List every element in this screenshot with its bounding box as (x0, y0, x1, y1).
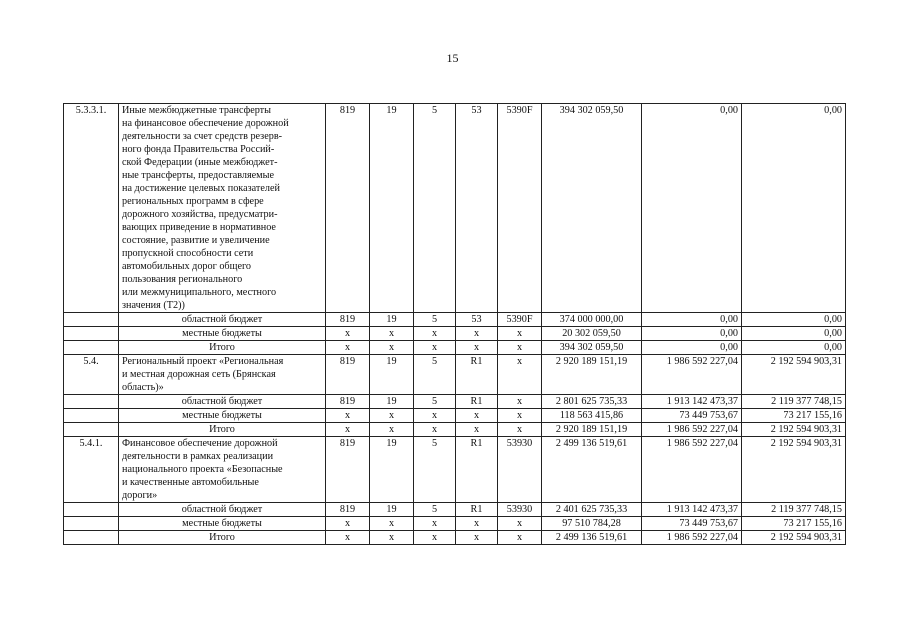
code-direction: x (498, 423, 542, 437)
row-number (64, 423, 119, 437)
code-ministry: x (326, 423, 370, 437)
code-section: 19 (370, 437, 414, 503)
amount-year-3: 2 192 594 903,31 (742, 531, 846, 545)
table-row (64, 503, 846, 517)
amount-year-2: 73 449 753,67 (642, 409, 742, 423)
row-number: 5.4.1. (64, 437, 119, 503)
row-number: 5.3.3.1. (64, 104, 119, 313)
code-direction: x (498, 395, 542, 409)
row-description: Региональный проект «Региональная и местная дорожная сеть (Брянская область)» (119, 355, 326, 395)
code-subprogram: x (456, 409, 498, 423)
amount-year-3: 2 119 377 748,15 (742, 503, 846, 517)
amount-year-3: 0,00 (742, 327, 846, 341)
amount-year-1: 394 302 059,50 (542, 104, 642, 313)
amount-year-2: 73 449 753,67 (642, 517, 742, 531)
amount-year-1: 2 920 189 151,19 (542, 355, 642, 395)
table-row (64, 341, 846, 355)
code-ministry: x (326, 409, 370, 423)
code-program: 5 (414, 313, 456, 327)
code-direction: x (498, 517, 542, 531)
row-number (64, 517, 119, 531)
amount-year-3: 2 192 594 903,31 (742, 355, 846, 395)
code-subprogram: x (456, 423, 498, 437)
code-direction: 5390F (498, 104, 542, 313)
row-number (64, 395, 119, 409)
code-program: 5 (414, 395, 456, 409)
amount-year-1: 2 801 625 735,33 (542, 395, 642, 409)
row-description: местные бюджеты (119, 327, 326, 341)
row-description: Иные межбюджетные трансферты на финансовое обеспечение дорожной деятельности за счет средств резерв- ного фонда Правительства Россий- ской Федерации (иные межбюджет- ные трансферты, предоставляемые на достижение целевых показателей региональных программ в сфере дорожного хозяйства, предусматри- вающих приведение в нормативное состояние, развитие и увеличение пропускной способности сети автомобильных дорог общего пользования регионального или межмуниципального, местного значения (Т2)) (119, 104, 326, 313)
amount-year-1: 20 302 059,50 (542, 327, 642, 341)
code-direction: x (498, 531, 542, 545)
amount-year-2: 1 986 592 227,04 (642, 355, 742, 395)
code-section: 19 (370, 313, 414, 327)
code-subprogram: x (456, 531, 498, 545)
amount-year-2: 0,00 (642, 313, 742, 327)
amount-year-1: 394 302 059,50 (542, 341, 642, 355)
amount-year-2: 0,00 (642, 327, 742, 341)
amount-year-2: 1 986 592 227,04 (642, 423, 742, 437)
table-row (64, 104, 846, 313)
code-direction: x (498, 341, 542, 355)
table-row (64, 423, 846, 437)
code-ministry: 819 (326, 355, 370, 395)
row-description: областной бюджет (119, 313, 326, 327)
table-row (64, 395, 846, 409)
code-direction: x (498, 355, 542, 395)
row-number (64, 327, 119, 341)
amount-year-3: 2 192 594 903,31 (742, 437, 846, 503)
table-row (64, 517, 846, 531)
row-number: 5.4. (64, 355, 119, 395)
code-ministry: 819 (326, 104, 370, 313)
page-number: 15 (446, 51, 459, 65)
code-subprogram: R1 (456, 355, 498, 395)
code-direction: x (498, 409, 542, 423)
row-description: местные бюджеты (119, 409, 326, 423)
amount-year-3: 0,00 (742, 313, 846, 327)
code-direction: x (498, 327, 542, 341)
code-subprogram: R1 (456, 503, 498, 517)
amount-year-3: 2 119 377 748,15 (742, 395, 846, 409)
code-program: 5 (414, 503, 456, 517)
code-program: x (414, 327, 456, 341)
code-section: x (370, 409, 414, 423)
code-ministry: x (326, 327, 370, 341)
budget-table (63, 103, 846, 545)
amount-year-1: 374 000 000,00 (542, 313, 642, 327)
row-number (64, 341, 119, 355)
amount-year-2: 1 986 592 227,04 (642, 437, 742, 503)
code-direction: 5390F (498, 313, 542, 327)
amount-year-1: 2 499 136 519,61 (542, 531, 642, 545)
row-number (64, 313, 119, 327)
code-subprogram: x (456, 517, 498, 531)
code-ministry: x (326, 531, 370, 545)
amount-year-2: 1 913 142 473,37 (642, 503, 742, 517)
table-row (64, 437, 846, 503)
code-program: x (414, 531, 456, 545)
code-direction: 53930 (498, 503, 542, 517)
table-row (64, 327, 846, 341)
amount-year-3: 73 217 155,16 (742, 409, 846, 423)
code-program: x (414, 341, 456, 355)
code-program: x (414, 423, 456, 437)
amount-year-2: 0,00 (642, 104, 742, 313)
code-section: x (370, 423, 414, 437)
code-section: x (370, 341, 414, 355)
code-subprogram: x (456, 341, 498, 355)
table-row (64, 313, 846, 327)
code-program: 5 (414, 355, 456, 395)
amount-year-3: 0,00 (742, 104, 846, 313)
code-section: x (370, 531, 414, 545)
code-subprogram: R1 (456, 437, 498, 503)
amount-year-1: 2 920 189 151,19 (542, 423, 642, 437)
code-ministry: 819 (326, 395, 370, 409)
amount-year-1: 2 401 625 735,33 (542, 503, 642, 517)
row-description: Итого (119, 423, 326, 437)
code-ministry: 819 (326, 503, 370, 517)
amount-year-1: 97 510 784,28 (542, 517, 642, 531)
code-direction: 53930 (498, 437, 542, 503)
row-number (64, 409, 119, 423)
code-section: 19 (370, 503, 414, 517)
code-ministry: x (326, 517, 370, 531)
row-description: областной бюджет (119, 503, 326, 517)
code-subprogram: R1 (456, 395, 498, 409)
code-section: x (370, 517, 414, 531)
code-program: x (414, 409, 456, 423)
amount-year-1: 118 563 415,86 (542, 409, 642, 423)
row-description: местные бюджеты (119, 517, 326, 531)
code-ministry: x (326, 341, 370, 355)
code-section: 19 (370, 355, 414, 395)
row-number (64, 503, 119, 517)
code-section: 19 (370, 104, 414, 313)
table-row (64, 531, 846, 545)
code-section: 19 (370, 395, 414, 409)
code-section: x (370, 327, 414, 341)
table-row (64, 355, 846, 395)
row-description: областной бюджет (119, 395, 326, 409)
amount-year-2: 0,00 (642, 341, 742, 355)
row-description: Итого (119, 341, 326, 355)
row-description: Финансовое обеспечение дорожной деятельности в рамках реализации национального проекта «Безопасные и качественные автомобильные дороги» (119, 437, 326, 503)
code-subprogram: 53 (456, 104, 498, 313)
amount-year-3: 2 192 594 903,31 (742, 423, 846, 437)
amount-year-2: 1 913 142 473,37 (642, 395, 742, 409)
amount-year-3: 0,00 (742, 341, 846, 355)
amount-year-2: 1 986 592 227,04 (642, 531, 742, 545)
code-program: 5 (414, 104, 456, 313)
code-subprogram: x (456, 327, 498, 341)
code-ministry: 819 (326, 437, 370, 503)
row-description: Итого (119, 531, 326, 545)
amount-year-1: 2 499 136 519,61 (542, 437, 642, 503)
code-ministry: 819 (326, 313, 370, 327)
code-program: 5 (414, 437, 456, 503)
row-number (64, 531, 119, 545)
table-row (64, 409, 846, 423)
code-program: x (414, 517, 456, 531)
amount-year-3: 73 217 155,16 (742, 517, 846, 531)
code-subprogram: 53 (456, 313, 498, 327)
